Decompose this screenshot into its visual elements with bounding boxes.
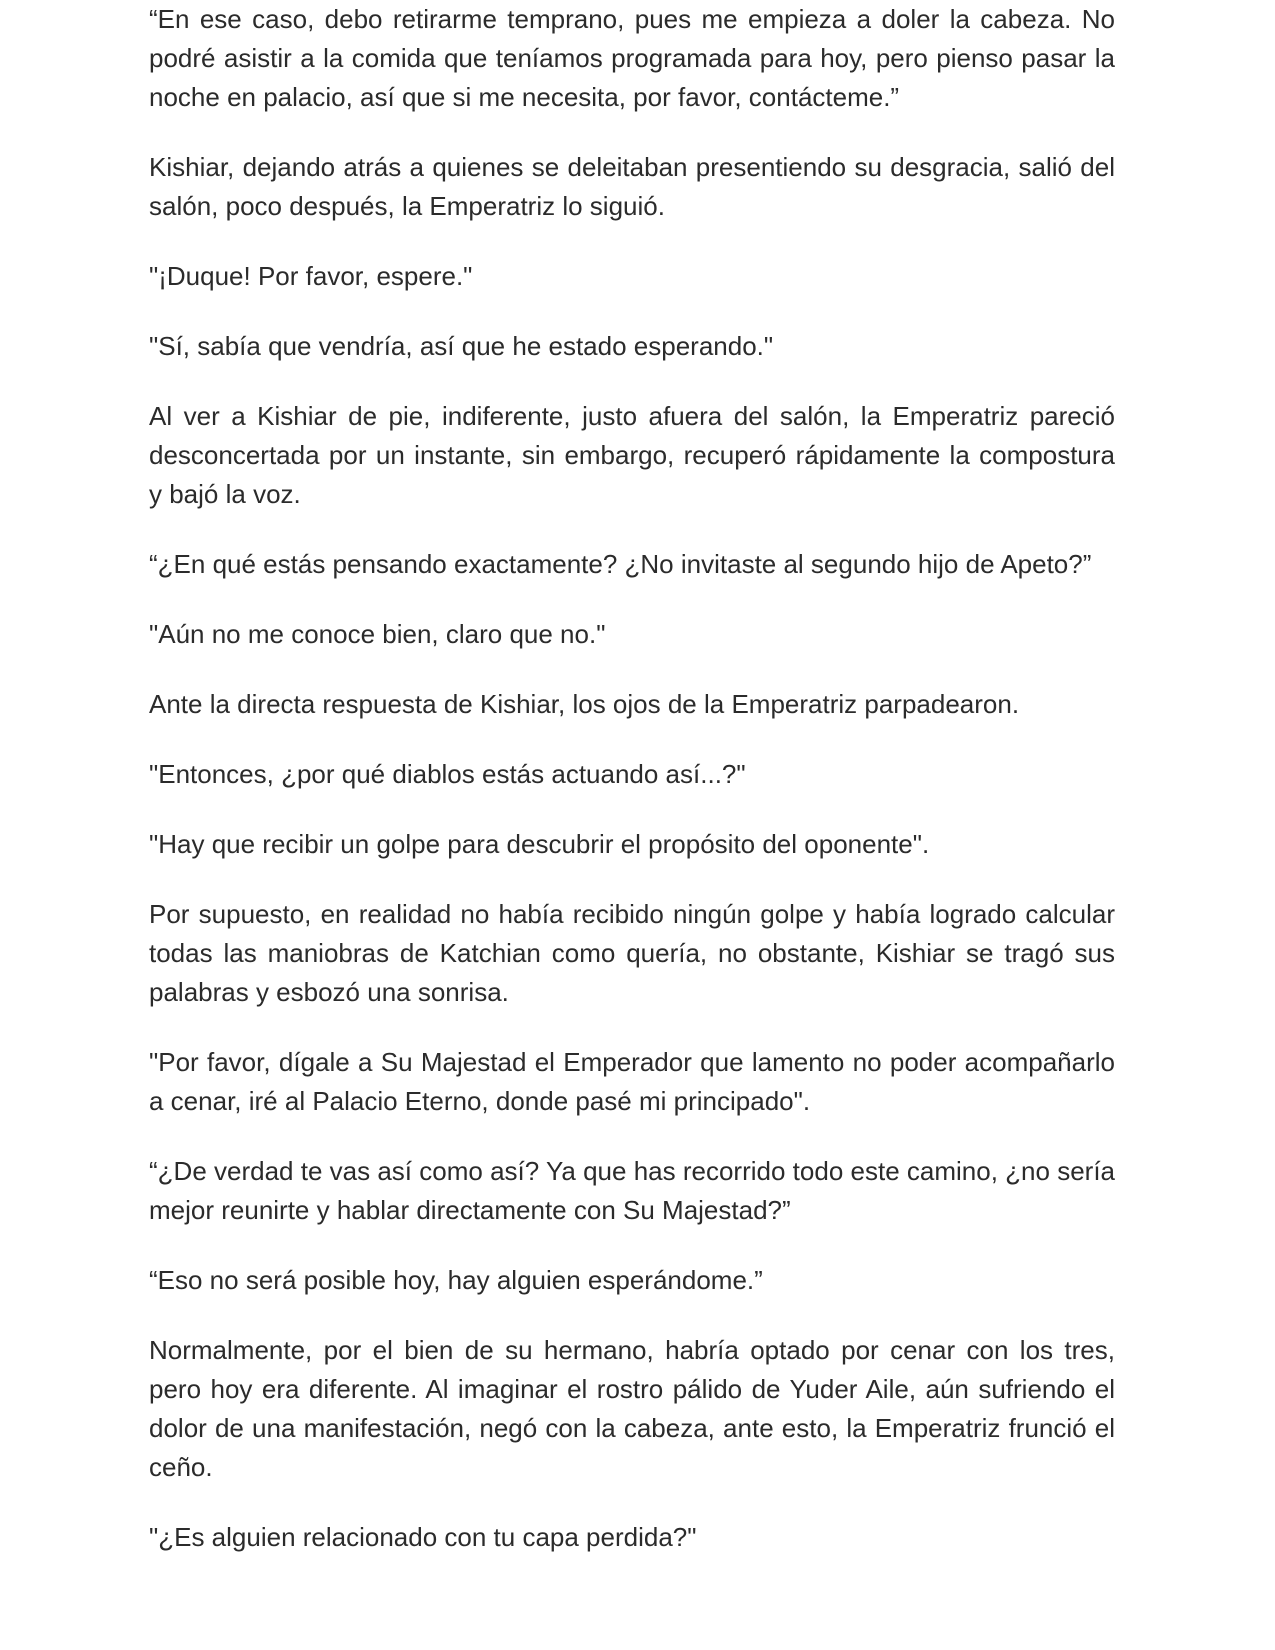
paragraph: “¿En qué estás pensando exactamente? ¿No invitaste al segundo hijo de Apeto?” <box>149 549 1092 579</box>
paragraph: "Hay que recibir un golpe para descubrir el propósito del oponente". <box>149 829 930 859</box>
paragraph: “¿De verdad te vas así como así? Ya que has recorrido todo este camino, ¿no sería mejor reunirte y hablar directamente con Su Majestad?” <box>149 1156 1115 1225</box>
paragraph: "Por favor, dígale a Su Majestad el Emperador que lamento no poder acompañarlo a cenar, iré al Palacio Eterno, donde pasé mi principado". <box>149 1047 1115 1116</box>
paragraph: "Sí, sabía que vendría, así que he estado esperando." <box>149 331 774 361</box>
paragraph: "Aún no me conoce bien, claro que no." <box>149 619 606 649</box>
document-body <box>149 0 1115 1588</box>
paragraph: “En ese caso, debo retirarme temprano, pues me empieza a doler la cabeza. No podré asistir a la comida que teníamos programada para hoy, pero pienso pasar la noche en palacio, así que si me necesita, por favor, contácteme.” <box>149 4 1115 112</box>
paragraph: Normalmente, por el bien de su hermano, habría optado por cenar con los tres, pero hoy era diferente. Al imaginar el rostro pálido de Yuder Aile, aún sufriendo el dolor de una manifestación, negó con la cabeza, ante esto, la Emperatriz frunció el ceño. <box>149 1335 1115 1482</box>
paragraph: “Eso no será posible hoy, hay alguien esperándome.” <box>149 1265 763 1295</box>
paragraph: Al ver a Kishiar de pie, indiferente, justo afuera del salón, la Emperatriz pareció desconcertada por un instante, sin embargo, recuperó rápidamente la compostura y bajó la voz. <box>149 401 1115 509</box>
paragraph: Ante la directa respuesta de Kishiar, los ojos de la Emperatriz parpadearon. <box>149 689 1020 719</box>
paragraph: Por supuesto, en realidad no había recibido ningún golpe y había logrado calcular todas las maniobras de Katchian como quería, no obstante, Kishiar se tragó sus palabras y esbozó una sonrisa. <box>149 899 1115 1007</box>
paragraph: "Entonces, ¿por qué diablos estás actuando así...?" <box>149 759 746 789</box>
paragraph: "¿Es alguien relacionado con tu capa perdida?" <box>149 1522 697 1552</box>
paragraph: "¡Duque! Por favor, espere." <box>149 261 473 291</box>
paragraph: Kishiar, dejando atrás a quienes se deleitaban presentiendo su desgracia, salió del salón, poco después, la Emperatriz lo siguió. <box>149 152 1115 221</box>
